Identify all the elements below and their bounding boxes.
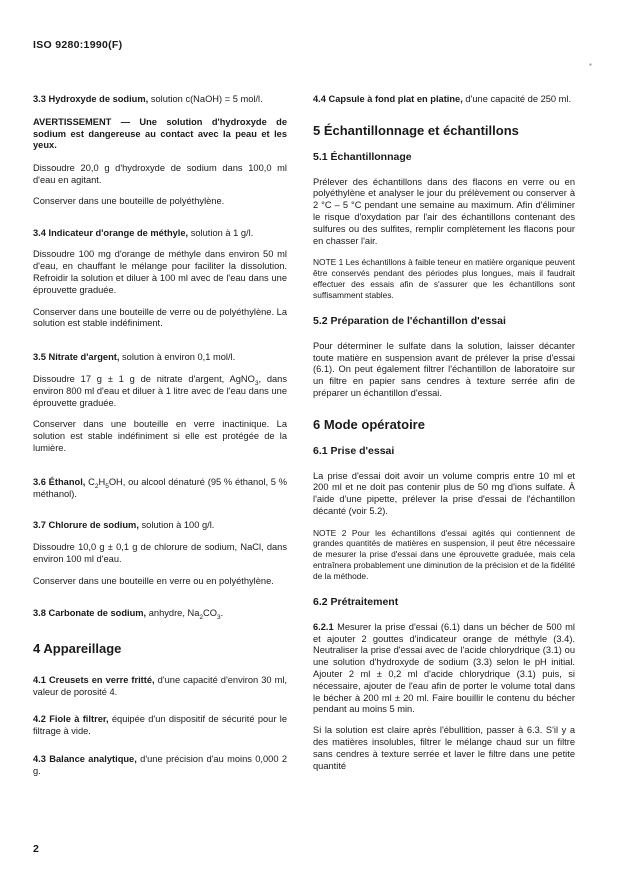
clause-4-1: 4.1 Creusets en verre fritté, d'une capacité d'environ 30 ml, valeur de porosité 4.	[33, 674, 288, 697]
section-5-heading: 5 Échantillonnage et échantillons	[313, 122, 519, 138]
left-column	[33, 94, 287, 778]
section-5-1-heading: 5.1 Échantillonnage	[313, 151, 412, 164]
paragraph: Conserver dans une bouteille de polyéthylène.	[33, 195, 225, 206]
section-6-heading: 6 Mode opératoire	[313, 416, 425, 432]
clause-3-4: 3.4 Indicateur d'orange de méthyle, solution à 1 g/l.	[33, 227, 254, 238]
paragraph: Conserver dans une bouteille en verre inactinique. La solution est stable indéfiniment si elle est protégée de la lumière.	[33, 419, 287, 453]
clause-4-4: 4.4 Capsule à fond plat en platine, d'une capacité de 250 ml.	[313, 94, 572, 104]
clause-4-3: 4.3 Balance analytique, d'une précision d'au moins 0,000 2 g.	[33, 754, 287, 776]
page-number: 2	[33, 843, 39, 855]
paragraph: La prise d'essai doit avoir un volume compris entre 10 ml et 200 ml et ne doit pas contenir plus de 50 mg d'ions sulfate. À l'aide d'une pipette, prélever la prise d'essai de l'échantillon décanté (voir 5.2).	[313, 470, 575, 516]
paragraph: Dissoudre 10,0 g ± 0,1 g de chlorure de sodium, NaCl, dans environ 100 ml d'eau.	[33, 542, 287, 564]
right-column	[313, 94, 575, 772]
paragraph: Pour déterminer le sulfate dans la solution, laisser décanter toute matière en suspension avant de prélever la prise d'essai (6.1). On peut également filtrer l'échantillon de laboratoire sur un filtre en papier sans cendres à texture serrée afin de préparer un échantillon d'essai.	[313, 340, 575, 398]
section-4-heading: 4 Appareillage	[33, 641, 122, 657]
paragraph: Dissoudre 100 mg d'orange de méthyle dans environ 50 ml d'eau, en chauffant le mélange pour faciliter la dissolution. Refroidir la solution et diluer à 100 ml avec de l'eau dans une éprouvette graduée.	[33, 249, 287, 295]
section-5-2-heading: 5.2 Préparation de l'échantillon d'essai	[313, 315, 506, 328]
corner-mark: *	[588, 62, 592, 71]
note-1: NOTE 1 Les échantillons à faible teneur en matière organique peuvent être conservés pendant des périodes plus longues, mais il faudrait effectuer des essais afin de s'assurer que les échantillons sont suffisamment stables.	[313, 257, 575, 300]
paragraph: Si la solution est claire après l'ébullition, passer à 6.3. S'il y a des matières insolubles, filtrer le mélange chaud sur un filtre sans cendres à texture serrée et laver le filtre dans une petite quantité	[313, 725, 575, 771]
clause-3-7: 3.7 Chlorure de sodium, solution à 100 g/l.	[33, 520, 215, 531]
section-6-2-heading: 6.2 Prétraitement	[313, 596, 399, 609]
clause-3-3: 3.3 Hydroxyde de sodium, solution c(NaOH) = 5 mol/l.	[33, 94, 263, 104]
warning: AVERTISSEMENT — Une solution d'hydroxyde de sodium est dangereuse au contact avec la peau et les yeux.	[33, 116, 287, 151]
clause-3-6: 3.6 Éthanol, $C_2H_5OH$, ou alcool dénaturé (95 % éthanol, 5 % méthanol).	[33, 476, 287, 499]
paragraph: Prélever des échantillons dans des flacons en verre ou en polyéthylène et analyser le jour du prélèvement ou conserver à 2 °C – 5 °C pendant une semaine au maximum. Afin d'éliminer le risque d'oxydation par l'air des échantillons contenant des sulfures ou des sulfites, remplir complètement les flacons pour en chasser l'air.	[313, 176, 575, 246]
clause-4-2: 4.2 Fiole à filtrer, équipée d'un dispositif de sécurité pour le filtrage à vide.	[33, 714, 287, 737]
page-header: ISO 9280:1990(F)	[33, 39, 123, 51]
paragraph: Dissoudre 20,0 g d'hydroxyde de sodium dans 100,0 ml d'eau en agitant.	[33, 163, 287, 185]
clause-6-2-1: 6.2.1 Mesurer la prise d'essai (6.1) dans un bécher de 500 ml et ajouter 2 gouttes d'indicateur orange de méthyle (3.4). Neutraliser la prise d'essai avec de l'acide chlorydrique (3.1) ou une solution d'hydroxyde de sodium (3.3) selon le pH initial. Ajouter 2 ml ± 0,2 ml d'acide chlorydrique (3.1) puis, si nécessaire, ajouter de l'eau afin de porter le volume total dans le bécher à 200 ml ± 20 ml. Faire bouillir le contenu du bécher pendant au moins 5 min.	[313, 621, 575, 715]
paragraph: Dissoudre 17 g ± 1 g de nitrate d'argent, AgNO$_3$, dans environ 800 ml d'eau et diluer à 1 litre avec de l'eau dans une éprouvette graduée.	[33, 373, 287, 408]
paragraph: Conserver dans une bouteille de verre ou de polyéthylène. La solution est stable indéfiniment.	[33, 306, 287, 329]
section-6-1-heading: 6.1 Prise d'essai	[313, 445, 395, 458]
note-2: NOTE 2 Pour les échantillons d'essai agités qui contiennent de grandes quantités de matières en suspension, il peut être nécessaire de mesurer la prise d'essai dans une éprouvette graduée, mais cela entraînera probablement une diminution de la précision et de la fidélité de la méthode.	[313, 527, 575, 581]
paragraph: Conserver dans une bouteille en verre ou en polyéthylène.	[33, 575, 274, 586]
clause-3-5: 3.5 Nitrate d'argent, solution à environ 0,1 mol/l.	[33, 352, 236, 363]
clause-3-8: 3.8 Carbonate de sodium, anhydre, $Na_2CO_3$.	[33, 607, 224, 621]
